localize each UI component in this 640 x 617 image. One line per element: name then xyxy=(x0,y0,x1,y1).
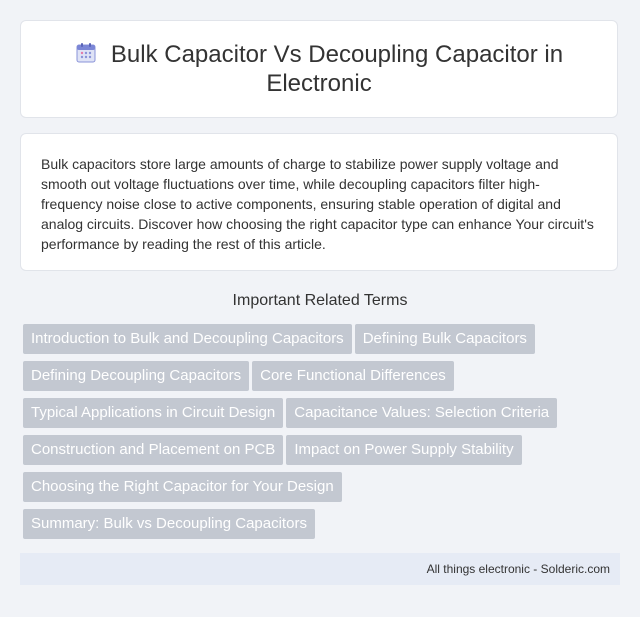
description-text: Bulk capacitors store large amounts of charge to stabilize power supply voltage and smooth out voltage fluctuations over time, while decoupling capacitors filter high-frequency noise close to active components, ensuring stable operation of digital and analog circuits. Discover how choosing the right capacitor type can enhance Your circuit's performance by reading the rest of this article. xyxy=(41,156,594,252)
tag-defining-bulk[interactable]: Defining Bulk Capacitors xyxy=(355,324,535,354)
tag-power-supply-stability[interactable]: Impact on Power Supply Stability xyxy=(286,435,521,465)
tag-core-differences[interactable]: Core Functional Differences xyxy=(252,361,454,391)
tag-capacitance-values[interactable]: Capacitance Values: Selection Criteria xyxy=(286,398,557,428)
footer xyxy=(20,553,620,585)
tag-typical-applications[interactable]: Typical Applications in Circuit Design xyxy=(23,398,283,428)
page-title-text: Bulk Capacitor Vs Decoupling Capacitor in Electronic xyxy=(110,41,564,97)
related-terms-list xyxy=(23,324,623,546)
tag-summary[interactable]: Summary: Bulk vs Decoupling Capacitors xyxy=(23,509,315,539)
description-card xyxy=(20,133,618,271)
tag-choosing-capacitor[interactable]: Choosing the Right Capacitor for Your Design xyxy=(23,472,342,502)
title-card xyxy=(20,20,618,118)
related-terms-heading: Important Related Terms xyxy=(232,292,408,309)
tag-introduction[interactable]: Introduction to Bulk and Decoupling Capacitors xyxy=(23,324,352,354)
tag-defining-decoupling[interactable]: Defining Decoupling Capacitors xyxy=(23,361,249,391)
footer-text[interactable]: All things electronic - Solderic.com xyxy=(426,562,610,576)
page-title xyxy=(59,40,579,98)
calendar-icon xyxy=(75,42,97,64)
tag-construction-placement[interactable]: Construction and Placement on PCB xyxy=(23,435,283,465)
